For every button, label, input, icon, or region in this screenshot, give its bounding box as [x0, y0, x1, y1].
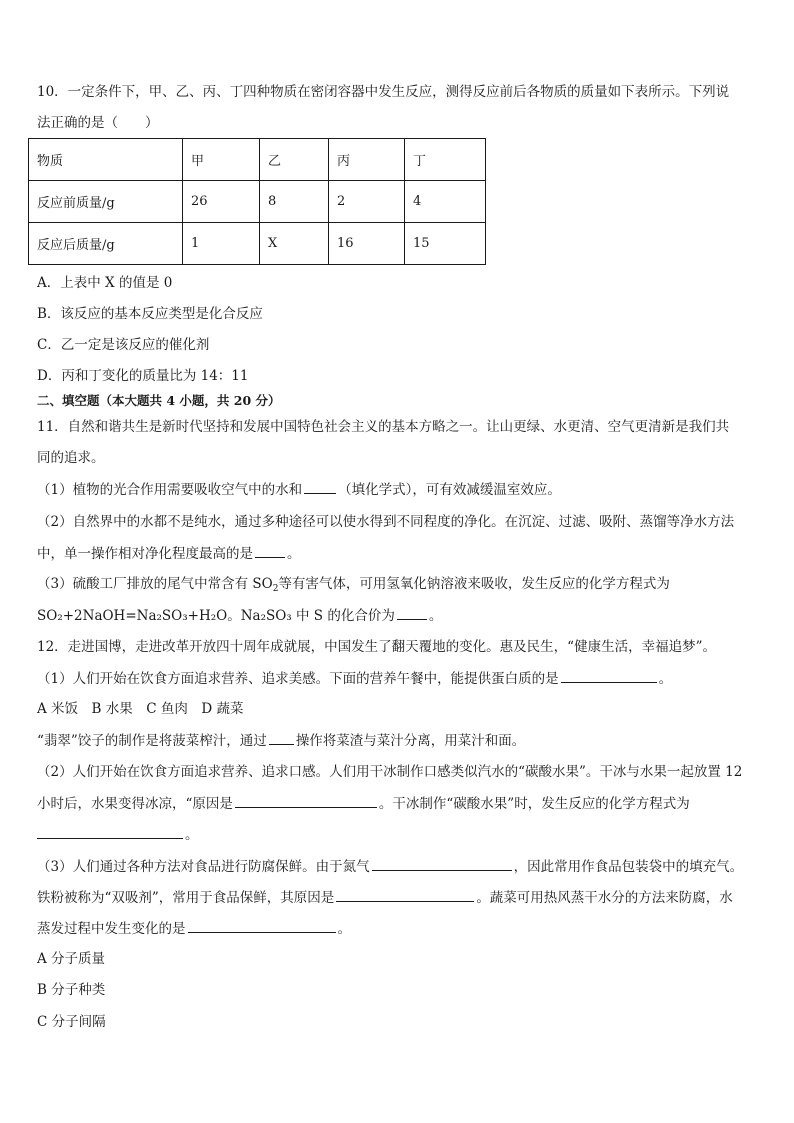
q12-dumpling-text: “翡翠”饺子的制作是将菠菜榨汁，通过 — [37, 733, 267, 749]
table-cell: 2 — [329, 181, 405, 223]
q10-stem-line1: 10．一定条件下，甲、乙、丙、丁四种物质在密闭容器中发生反应，测得反应前后各物质的质量如下表所示。下列说 — [37, 84, 730, 100]
q12-part2-text-cont: 。干冰制作“碳酸水果”时，发生反应的化学方程式为 — [378, 796, 690, 812]
q12-choices: A 米饭 B 水果 C 鱼肉 D 蔬菜 — [37, 701, 244, 717]
q12-part3-text-cont: ，因此常用作食品包装袋中的填充气。 — [513, 859, 744, 875]
q12-option-c: C 分子间隔 — [37, 1014, 106, 1030]
q12-dumpling-text-end: 操作将菜渣与菜汁分离，用菜汁和面。 — [295, 733, 526, 749]
q11-part1-text: （1）植物的光合作用需要吸收空气中的水和 — [37, 482, 303, 498]
q10-option-b: B．该反应的基本反应类型是化合反应 — [37, 306, 263, 322]
q10-option-a: A．上表中 X 的值是 0 — [37, 275, 173, 291]
mass-table — [28, 138, 486, 265]
answer-blank[interactable] — [269, 731, 294, 745]
q11-part2-text: 中，单一操作相对净化程度最高的是 — [37, 546, 253, 562]
q12-dumpling-line — [37, 731, 525, 750]
q12-part1 — [37, 669, 672, 688]
table-cell: 26 — [183, 181, 260, 223]
table-cell: 丙 — [329, 139, 405, 181]
q11-part3-text: （3）硫酸工厂排放的尾气中常含有 SO — [37, 576, 273, 592]
q12-part2-line1: （2）人们开始在饮食方面追求营养、追求口感。人们用干冰制作口感类似汽水的“碳酸水果”。干冰与水果一起放置 12 — [37, 764, 743, 780]
q11-part2-text-end: 。 — [287, 546, 301, 562]
table-cell: 4 — [405, 181, 486, 223]
table-cell: X — [260, 223, 329, 265]
q12-part2-line2 — [37, 794, 690, 813]
q12-stem: 12．走进国博，走进改革开放四十周年成就展，中国发生了翻天覆地的变化。惠及民生，“健康生活，幸福追梦”。 — [37, 639, 716, 655]
q11-stem-line2: 同的追求。 — [37, 450, 105, 466]
answer-blank[interactable] — [372, 857, 512, 871]
answer-blank[interactable] — [304, 480, 336, 494]
q12-part3-text: （3）人们通过各种方法对食品进行防腐保鲜。由于氮气 — [37, 859, 370, 875]
q12-part3-line1 — [37, 857, 743, 876]
q11-part3-end: 。 — [428, 608, 443, 624]
q11-equation: SO₂+2NaOH=Na₂SO₃+H₂O。Na₂SO₃ 中 S 的化合价为 — [37, 608, 395, 624]
q11-part3-line2 — [37, 606, 442, 625]
table-row — [29, 181, 486, 223]
q12-part3-end: 。 — [337, 921, 351, 937]
q11-part2-line2 — [37, 544, 301, 563]
q12-part3-line3 — [37, 919, 351, 938]
answer-blank[interactable] — [336, 888, 474, 902]
table-cell: 16 — [329, 223, 405, 265]
answer-blank[interactable] — [37, 825, 183, 839]
table-cell: 15 — [405, 223, 486, 265]
table-cell: 乙 — [260, 139, 329, 181]
q12-part3-text2-cont: 。蔬菜可用热风蒸干水分的方法来防腐，水 — [476, 890, 733, 906]
q11-part3-line1 — [37, 575, 670, 593]
table-cell: 反应前质量/g — [29, 181, 183, 223]
q12-part1-text: （1）人们开始在饮食方面追求营养、追求美感。下面的营养午餐中，能提供蛋白质的是 — [37, 671, 559, 687]
q11-part1 — [37, 480, 561, 499]
q12-option-a: A 分子质量 — [37, 951, 106, 967]
table-cell: 物质 — [29, 139, 183, 181]
table-cell: 8 — [260, 181, 329, 223]
q12-part3-text3: 蒸发过程中发生变化的是 — [37, 921, 186, 937]
answer-blank[interactable] — [397, 606, 427, 620]
section-heading: 二、填空题（本大题共 4 小题，共 20 分） — [37, 393, 281, 408]
answer-blank[interactable] — [561, 669, 657, 683]
q10-option-d: D．丙和丁变化的质量比为 14：11 — [37, 368, 249, 384]
table-cell: 反应后质量/g — [29, 223, 183, 265]
q12-part3-text2: 铁粉被称为“双吸剂”，常用于食品保鲜，其原因是 — [37, 890, 335, 906]
q12-part3-line2 — [37, 888, 733, 907]
q11-stem-line1: 11．自然和谐共生是新时代坚持和发展中国特色社会主义的基本方略之一。让山更绿、水更清、空气更清新是我们共 — [37, 419, 730, 435]
table-cell: 甲 — [183, 139, 260, 181]
answer-blank[interactable] — [255, 544, 285, 558]
table-header-row — [29, 139, 486, 181]
q11-part1-text-end: （填化学式），可有效减缓温室效应。 — [338, 482, 561, 498]
q12-part2-end: 。 — [185, 827, 199, 843]
subscript-2: 2 — [272, 584, 279, 594]
q11-part3-text-cont: 等有害气体，可用氢氧化钠溶液来吸收，发生反应的化学方程式为 — [278, 576, 670, 592]
q12-part1-end: 。 — [658, 671, 673, 687]
q12-part2-line3 — [37, 825, 199, 844]
answer-blank[interactable] — [235, 794, 377, 808]
answer-blank[interactable] — [188, 919, 336, 933]
table-cell: 1 — [183, 223, 260, 265]
q12-part2-text: 小时后，水果变得冰凉，“原因是 — [37, 796, 233, 812]
q12-option-b: B 分子种类 — [37, 982, 106, 998]
table-row — [29, 223, 486, 265]
q10-stem-line2: 法正确的是（ ） — [37, 115, 159, 131]
q10-option-c: C．乙一定是该反应的催化剂 — [37, 337, 210, 353]
q11-part2-line1: （2）自然界中的水都不是纯水，通过多种途径可以使水得到不同程度的净化。在沉淀、过滤、吸附、蒸馏等净水方法 — [37, 514, 735, 530]
table-cell: 丁 — [405, 139, 486, 181]
